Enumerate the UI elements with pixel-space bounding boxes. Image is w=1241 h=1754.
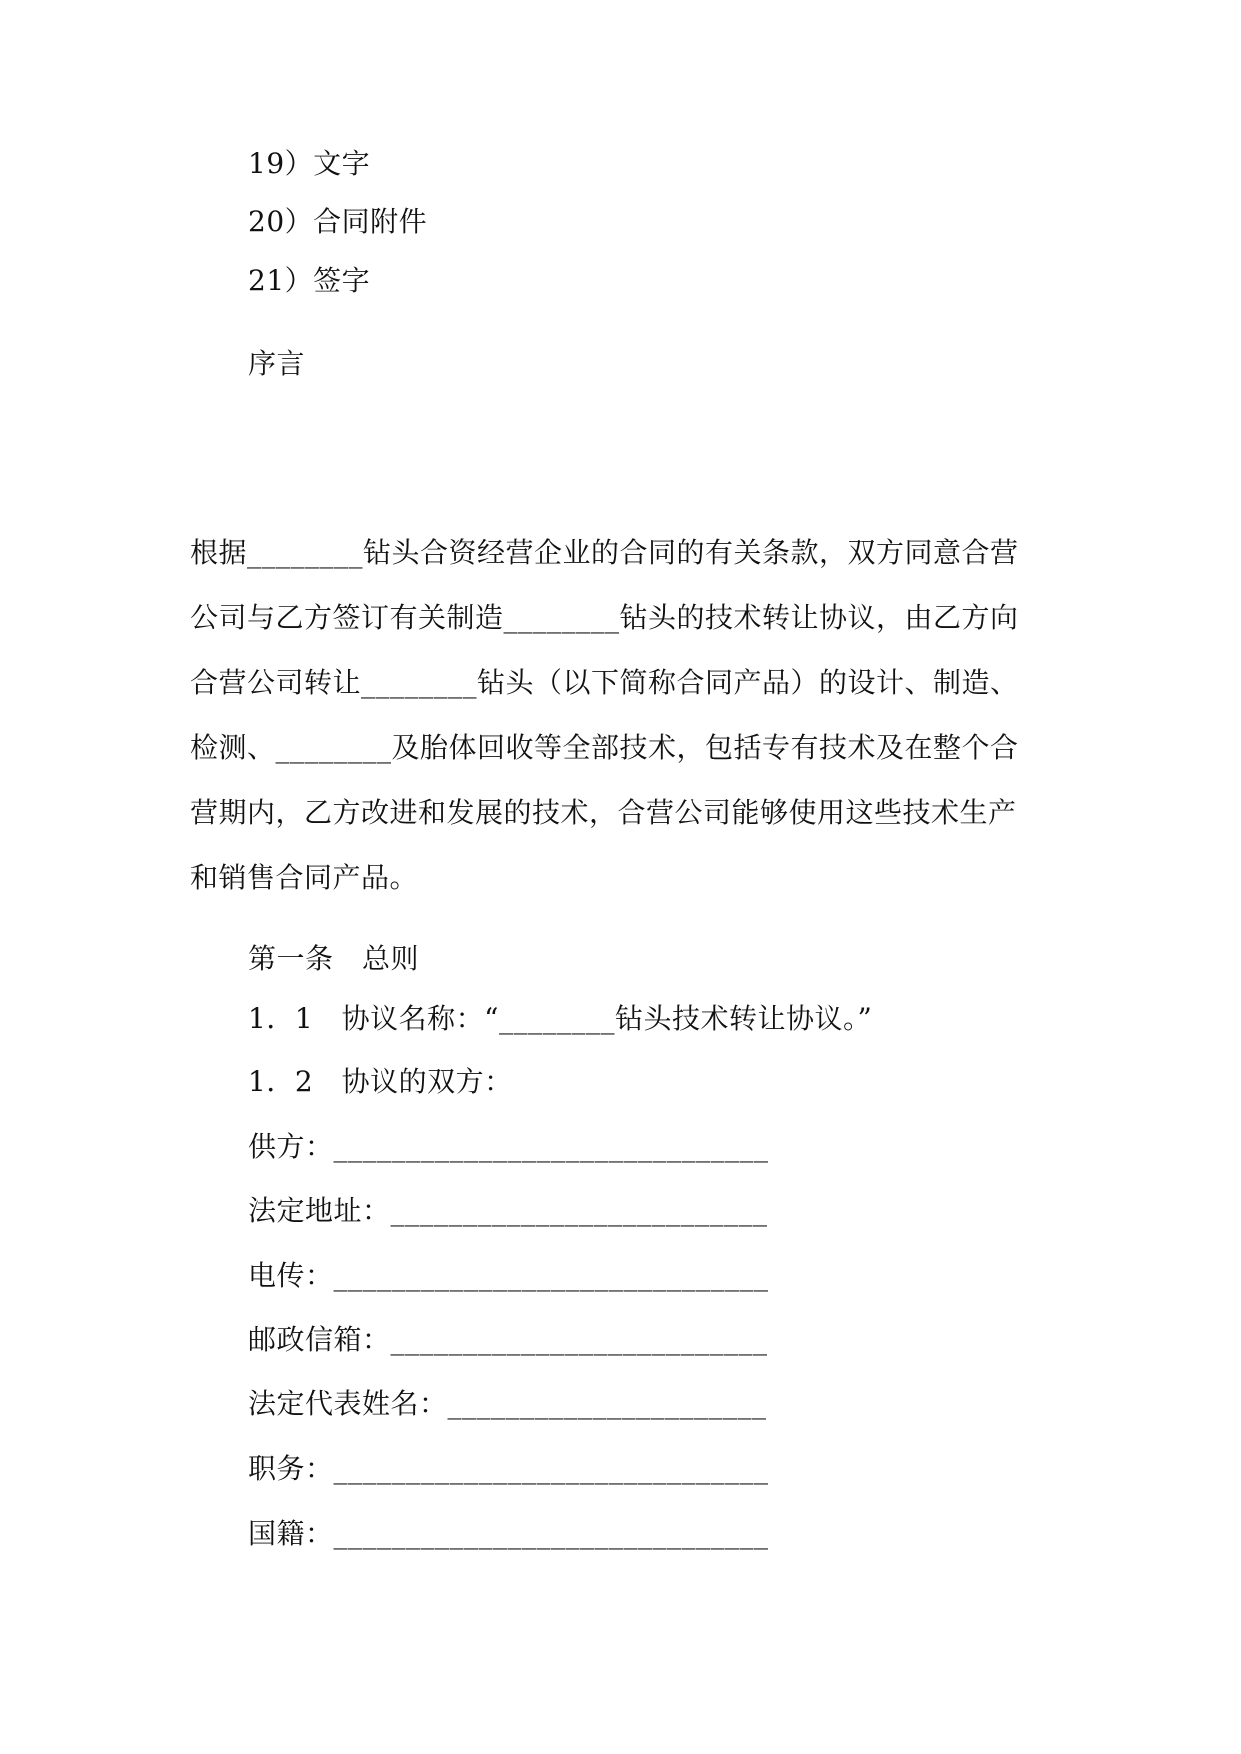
field-nationality: 国籍：______________________________ (248, 1517, 769, 1550)
clause-1-1: 1．1 协议名称：“________钻头技术转让协议。” (248, 1002, 873, 1035)
field-position: 职务：______________________________ (248, 1452, 769, 1485)
preface-line: 根据________钻头合资经营企业的合同的有关条款，双方同意合营 (190, 536, 1019, 569)
clause-1-2: 1．2 协议的双方： (248, 1065, 513, 1098)
article-1-heading: 第一条 总则 (248, 942, 420, 975)
preface-line: 营期内，乙方改进和发展的技术，合营公司能够使用这些技术生产 (190, 796, 1017, 829)
field-legal-address: 法定地址：__________________________ (248, 1194, 768, 1227)
preface-heading: 序言 (248, 347, 306, 380)
preface-line: 检测、________及胎体回收等全部技术，包括专有技术及在整个合 (190, 731, 1019, 764)
preface-line: 和销售合同产品。 (190, 861, 419, 894)
preface-paragraph (190, 520, 1055, 910)
field-supplier: 供方：______________________________ (248, 1130, 769, 1163)
preface-line: 公司与乙方签订有关制造________钻头的技术转让协议，由乙方向 (190, 601, 1019, 634)
field-telex: 电传：______________________________ (248, 1259, 769, 1292)
field-legal-representative: 法定代表姓名：______________________ (248, 1387, 767, 1420)
toc-item-21: 21）签字 (248, 264, 371, 297)
toc-item-20: 20）合同附件 (248, 205, 428, 238)
field-po-box: 邮政信箱：__________________________ (248, 1323, 768, 1356)
toc-item-19: 19）文字 (248, 147, 371, 180)
preface-line: 合营公司转让________钻头（以下简称合同产品）的设计、制造、 (190, 666, 1019, 699)
